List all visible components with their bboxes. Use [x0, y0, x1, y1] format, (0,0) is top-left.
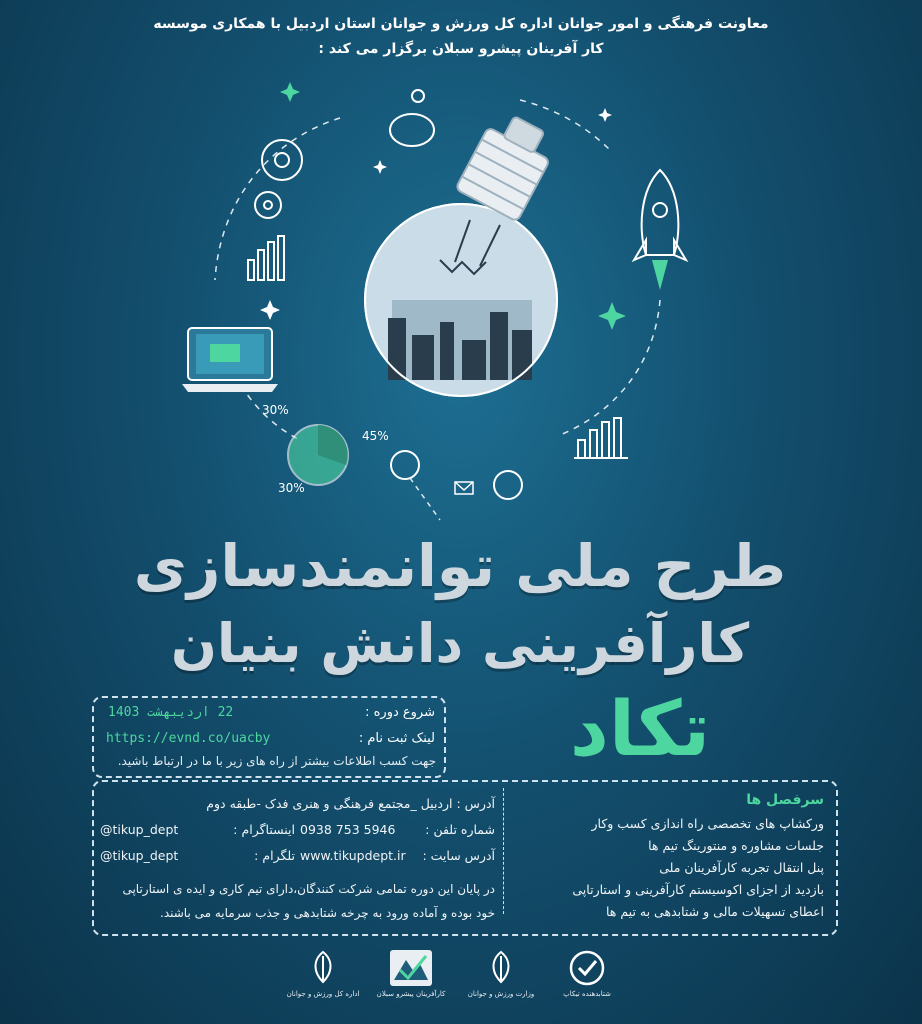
topic-item: ورکشاپ های تخصصی راه اندازی کسب وکار	[591, 816, 824, 831]
title-line-2: کارآفرینی دانش بنیان	[170, 612, 750, 675]
bar-chart-icon	[248, 236, 284, 280]
logo-caption: کارآفرینان پیشرو سبلان	[376, 990, 446, 998]
title-line-1: طرح ملی توانمندسازی	[133, 532, 787, 600]
instagram-label: اینستاگرام :	[233, 822, 295, 837]
organizer-intro	[60, 12, 862, 62]
topic-item: پنل انتقال تجربه کارآفرینان ملی	[659, 860, 824, 875]
instagram-handle[interactable]: @tikup_dept	[100, 822, 179, 837]
topic-item: اعطای تسهیلات مالی و شتابدهی به تیم ها	[605, 904, 824, 919]
contact-note: جهت کسب اطلاعات بیشتر از راه های زیر با ما در ارتباط باشید.	[117, 754, 436, 768]
link-label: لینک ثبت نام :	[358, 731, 435, 746]
bulb-icon	[365, 108, 560, 396]
site-label: آدرس سایت :	[422, 848, 495, 863]
lightbulb-illustration	[0, 70, 922, 540]
gears-icon	[255, 140, 302, 218]
pct-30-top: 30%	[262, 403, 289, 417]
phone-value[interactable]: 0938 753 5946	[300, 822, 396, 837]
sabalan-logo	[376, 948, 446, 1014]
topic-item: بازدید از اجزای اکوسیستم کارآفرینی و استارتاپی	[572, 882, 824, 897]
rocket-icon	[634, 170, 686, 290]
piggy-bank-icon	[390, 90, 434, 146]
intro-line-2: کار آفرینان پیشرو سبلان برگزار می کند :	[318, 41, 604, 57]
laptop-icon	[182, 328, 278, 392]
mountain-check-icon	[388, 948, 434, 988]
brand-name: تکاد	[569, 684, 711, 773]
box-divider	[503, 788, 504, 914]
emblem-left-logo	[288, 948, 358, 1014]
start-label: شروع دوره :	[365, 705, 435, 720]
logo-caption: اداره کل ورزش و جوانان	[286, 990, 360, 998]
coins-icon	[391, 451, 419, 479]
website-link[interactable]: www.tikupdept.ir	[300, 848, 406, 863]
envelope-icon	[455, 482, 473, 494]
emblem-icon	[305, 948, 341, 988]
pct-45: 45%	[362, 429, 389, 443]
recycle-icon	[494, 471, 522, 499]
phone-label: شماره تلفن :	[425, 822, 495, 837]
telegram-handle[interactable]: @tikup_dept	[100, 848, 179, 863]
ministry-logo	[466, 948, 536, 1014]
logo-caption: شتابدهنده تیکاپ	[563, 990, 611, 998]
check-badge-icon	[567, 948, 607, 988]
pie-chart-icon	[288, 425, 348, 485]
start-value: 22 اردیبهشت 1403	[108, 705, 234, 720]
outcome-line-1: در پایان این دوره تمامی شرکت کنندگان،دارای تیم کاری و ایده ی استارتاپی	[122, 882, 495, 896]
emblem-icon	[483, 948, 519, 988]
topic-item: جلسات مشاوره و منتورینگ تیم ها	[648, 838, 824, 853]
bar-chart-icon-2	[574, 418, 628, 458]
tikup-logo	[552, 948, 622, 1014]
telegram-label: تلگرام :	[254, 848, 295, 863]
address-text: آدرس : اردبیل _مجتمع فرهنگی و هنری فدک -طبقه دوم	[206, 796, 495, 811]
logo-caption: وزارت ورزش و جوانان	[467, 990, 535, 998]
outcome-line-2: خود بوده و آماده ورود به چرخه شتابدهی و جذب سرمایه می باشند.	[160, 906, 495, 920]
topics-title: سرفصل ها	[746, 792, 824, 808]
registration-link[interactable]: https://evnd.co/uacby	[106, 731, 271, 746]
pct-30-bottom: 30%	[278, 481, 305, 495]
intro-line-1: معاونت فرهنگی و امور جوانان اداره کل ورزش و جوانان استان اردبیل با همکاری موسسه	[153, 16, 769, 32]
